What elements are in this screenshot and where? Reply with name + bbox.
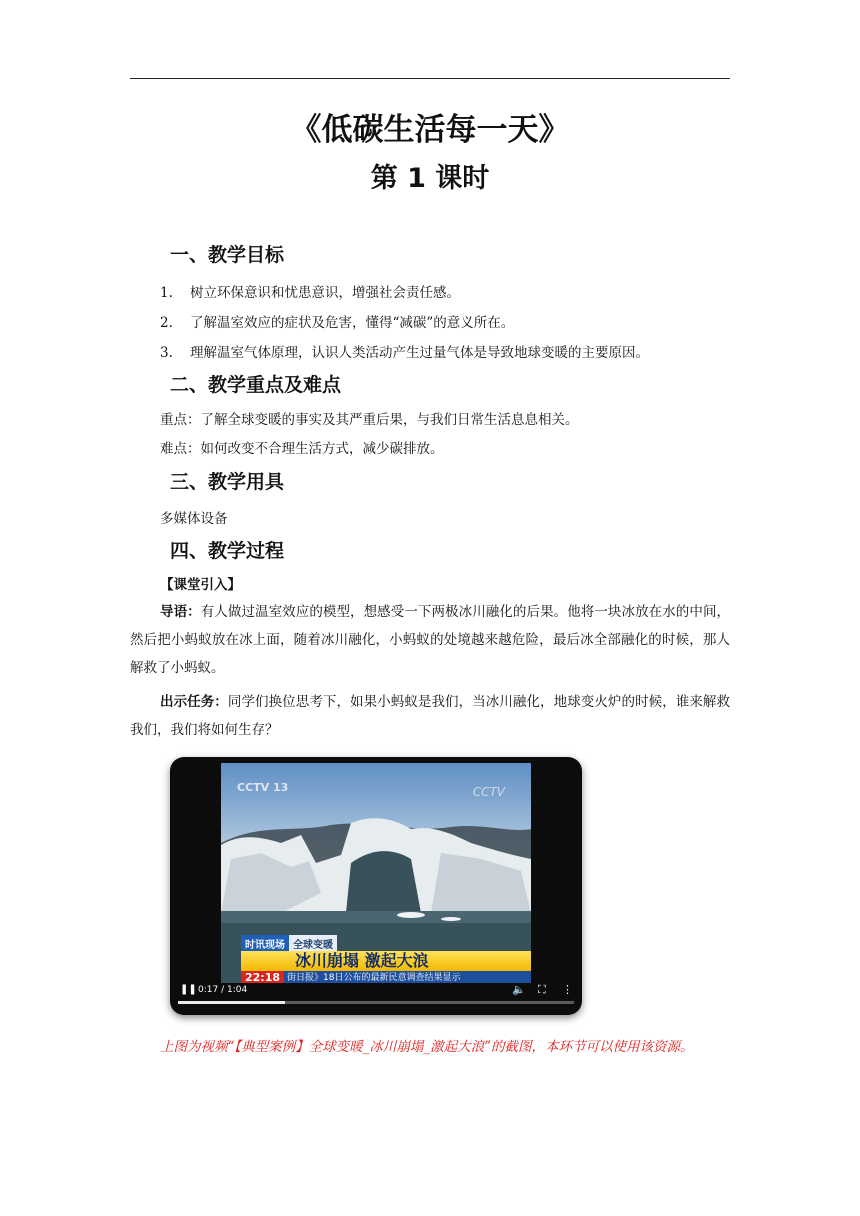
- intro-text: 有人做过温室效应的模型，想感受一下两极冰川融化的后果。他将一块冰放在水的中间，然后把小蚂蚁放在冰上面，随着冰川融化，小蚂蚁的处境越来越危险，最后冰全部融化的时候，那人解救了小蚂蚁。: [130, 604, 731, 676]
- video-controls: [170, 983, 582, 1015]
- news-tag: 时讯现场: [241, 935, 289, 951]
- objective-number: 1.: [160, 285, 173, 301]
- news-crawl-text: 街日报》18日公布的最新民意调查结果显示: [287, 973, 461, 983]
- channel-logo: CCTV 13: [237, 781, 289, 794]
- news-crawl-bar: [241, 971, 531, 983]
- tools-text: 多媒体设备: [160, 511, 228, 527]
- progress-fill: [178, 1001, 285, 1004]
- objective-number: 2.: [160, 315, 173, 331]
- news-tag-bar: [241, 935, 337, 951]
- more-options-icon[interactable]: ⋮: [562, 983, 573, 996]
- section-heading-key-points: 二、教学重点及难点: [170, 374, 342, 396]
- task-label: 出示任务：: [160, 694, 228, 710]
- news-topic: 全球变暖: [289, 935, 337, 951]
- task-paragraph: [130, 688, 730, 744]
- lesson-subtitle: 第 1 课时: [370, 163, 490, 194]
- objective-item: [160, 281, 460, 301]
- volume-icon[interactable]: 🔈: [512, 983, 526, 996]
- difficulty-text: 难点：如何改变不合理生活方式，减少碳排放。: [160, 441, 444, 457]
- objective-text: 树立环保意识和忧患意识，增强社会责任感。: [190, 285, 460, 301]
- video-time: 0:17 / 1:04: [198, 985, 248, 995]
- resource-note: 上图为视频“【典型案例】全球变暖_冰川崩塌_激起大浪”的截图，本环节可以使用该资源。: [160, 1039, 694, 1055]
- watermark-logo: CCTV: [472, 785, 505, 799]
- broadcast-clock: 22:18: [241, 971, 284, 983]
- page-title: 《低碳生活每一天》: [290, 112, 570, 148]
- objective-number: 3.: [160, 345, 173, 361]
- intro-label: 导语：: [160, 604, 201, 620]
- section-heading-process: 四、教学过程: [170, 540, 285, 562]
- section-heading-tools: 三、教学用具: [170, 471, 285, 493]
- objective-item: [160, 311, 514, 331]
- objective-text: 理解温室气体原理，认识人类活动产生过量气体是导致地球变暖的主要原因。: [190, 345, 649, 361]
- objective-text: 了解温室效应的症状及危害，懂得“减碳”的意义所在。: [190, 315, 515, 331]
- intro-paragraph: [130, 598, 730, 682]
- progress-bar[interactable]: [178, 1001, 574, 1004]
- video-screenshot[interactable]: [170, 757, 582, 1015]
- section-heading-objectives: 一、教学目标: [170, 244, 285, 266]
- fullscreen-icon[interactable]: ⛶: [538, 983, 546, 996]
- header-rule: [130, 78, 730, 79]
- objective-item: [160, 341, 649, 361]
- news-headline: 冰川崩塌 激起大浪: [241, 951, 531, 971]
- key-point-text: 重点：了解全球变暖的事实及其严重后果，与我们日常生活息息相关。: [160, 412, 579, 428]
- task-text: 同学们换位思考下，如果小蚂蚁是我们，当冰川融化，地球变火炉的时候，谁来解救我们，我们将如何生存？: [130, 694, 731, 738]
- classroom-intro-heading: 【课堂引入】: [160, 577, 241, 593]
- video-frame: [221, 763, 531, 983]
- pause-icon[interactable]: ❚❚: [180, 984, 197, 995]
